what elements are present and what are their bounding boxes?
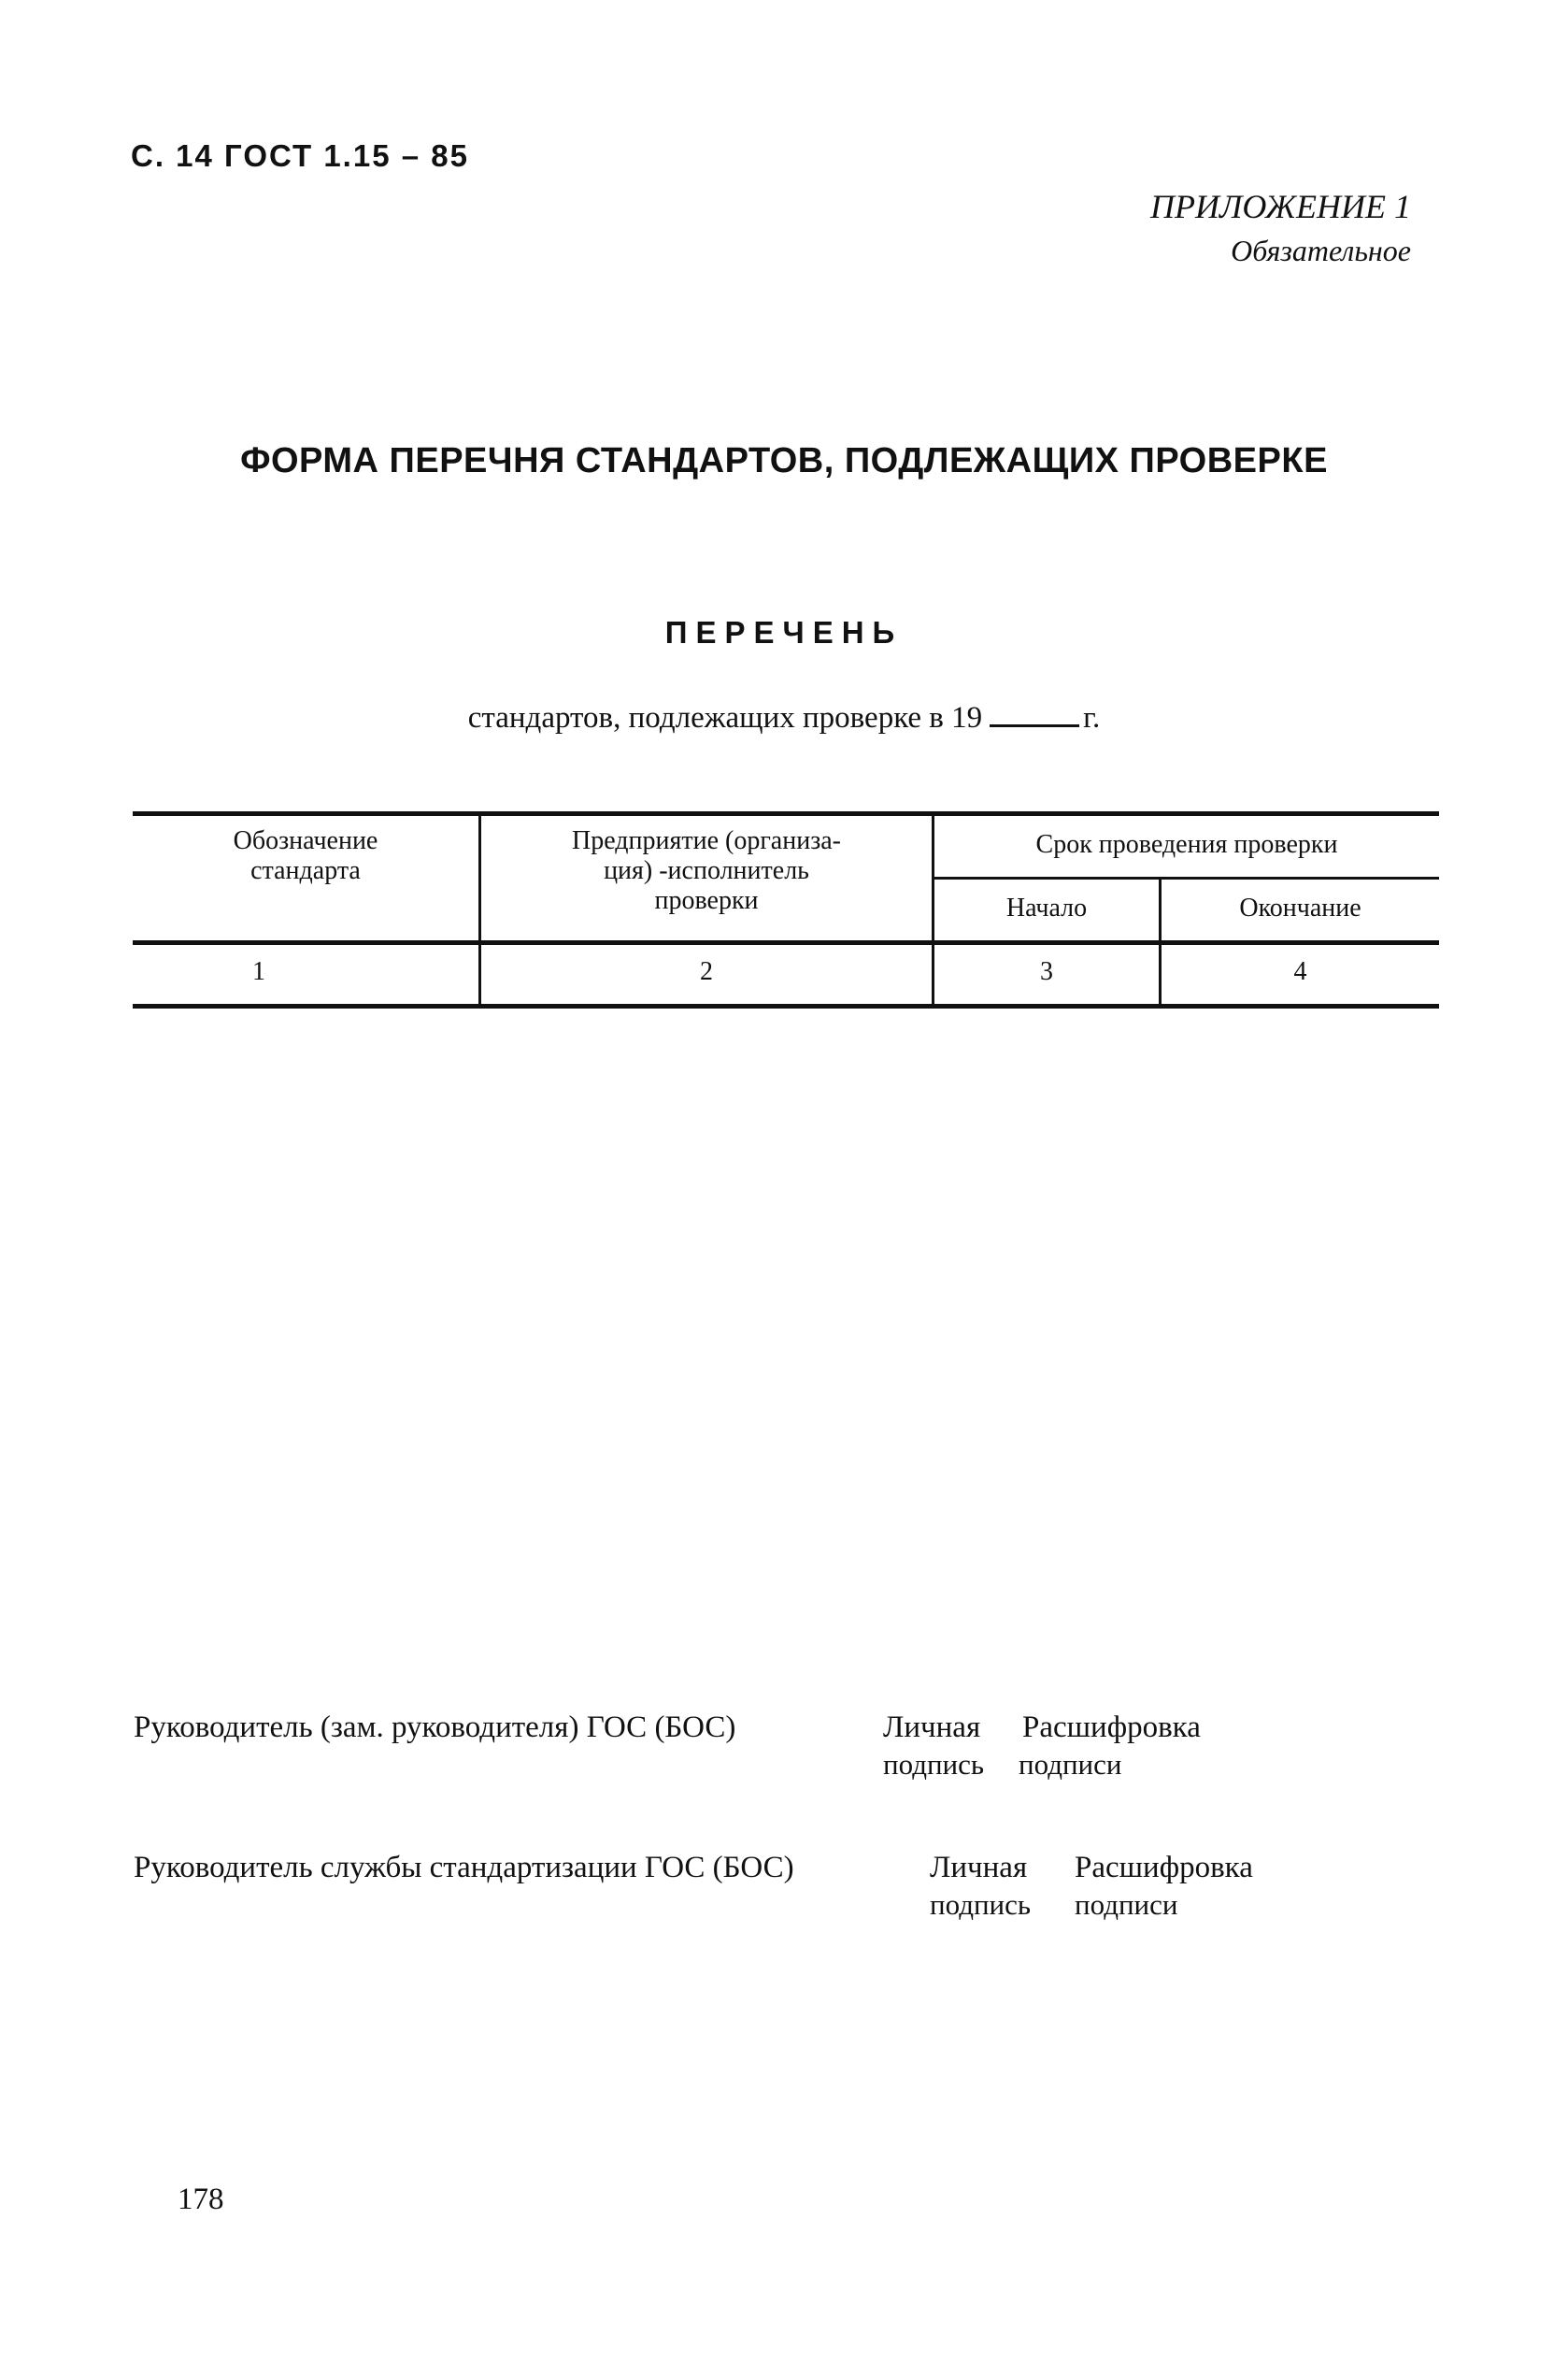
signature-role-2: Руководитель службы стандартизации ГОС (БОС) (134, 1851, 794, 1884)
header-end: Окончание (1239, 894, 1361, 923)
appendix-label: ПРИЛОЖЕНИЕ 1 (1150, 188, 1411, 225)
table-top-rule (133, 811, 1439, 816)
subheader-rule (933, 877, 1439, 880)
header-start: Начало (1005, 894, 1088, 923)
column-number-1: 1 (252, 957, 265, 986)
header-designation-line-2: стандарта (250, 856, 361, 885)
header-bottom-rule (133, 940, 1439, 945)
list-title: ПЕРЕЧЕНЬ (664, 615, 904, 650)
list-subtitle-text: стандартов, подлежащих проверке в 19 (467, 701, 983, 735)
signature-personal-sub-2: подпись (930, 1888, 1032, 1921)
signature-role-1: Руководитель (зам. руководителя) ГОС (БОС) (134, 1711, 736, 1744)
column-number-3: 3 (1040, 957, 1053, 986)
column-number-2: 2 (700, 957, 713, 986)
list-subtitle-suffix: г. (1083, 701, 1101, 735)
column-number-4: 4 (1293, 957, 1307, 986)
header-designation-line-1: Обозначение (233, 826, 378, 855)
signature-personal-label-1: Личная (883, 1711, 981, 1744)
signature-decode-sub-2: подписи (1075, 1888, 1178, 1921)
page-number: 178 (178, 2183, 224, 2216)
signature-decode-label-1: Расшифровка (1022, 1711, 1201, 1744)
header-period-group: Срок проведения проверки (1035, 830, 1338, 859)
form-title: ФОРМА ПЕРЕЧНЯ СТАНДАРТОВ, ПОДЛЕЖАЩИХ ПРОВЕРКЕ (240, 441, 1328, 480)
header-designation (133, 826, 478, 886)
form-table (133, 811, 1439, 1008)
signature-personal-sub-1: подпись (883, 1748, 985, 1781)
list-subtitle (0, 701, 1568, 736)
signature-decode-label-2: Расшифровка (1075, 1851, 1253, 1884)
table-bottom-rule (133, 1004, 1439, 1009)
signature-decode-sub-1: подписи (1019, 1748, 1122, 1781)
year-blank-line (990, 724, 1079, 727)
appendix-status: Обязательное (1231, 234, 1411, 267)
running-head: С. 14 ГОСТ 1.15 – 85 (131, 138, 469, 173)
header-enterprise (481, 826, 932, 916)
header-enterprise-line-2: ция) -исполнитель (604, 856, 809, 885)
header-enterprise-line-1: Предприятие (организа- (571, 826, 842, 855)
header-enterprise-line-3: проверки (654, 886, 759, 915)
signature-personal-label-2: Личная (930, 1851, 1028, 1884)
